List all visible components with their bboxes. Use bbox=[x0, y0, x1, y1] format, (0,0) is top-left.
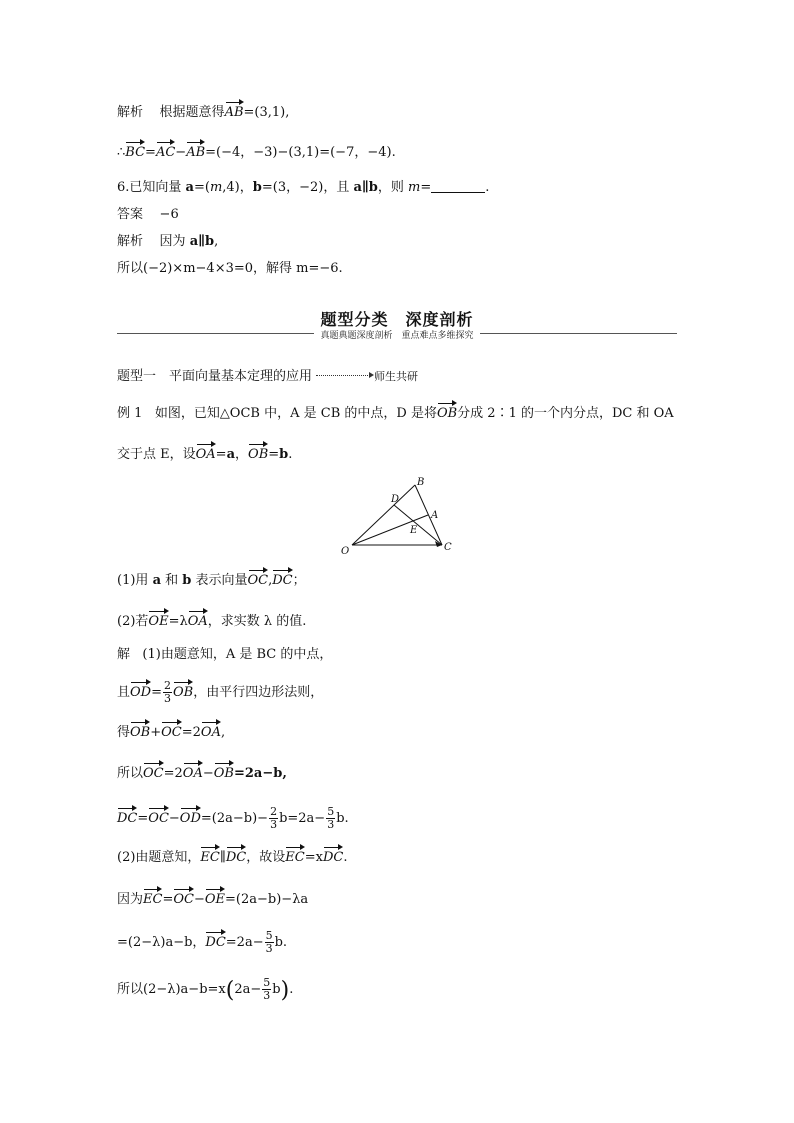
vector-a: a bbox=[185, 180, 194, 195]
answer-6 bbox=[117, 205, 179, 225]
example-line-2 bbox=[117, 445, 292, 465]
sub1-text: (1)用 bbox=[117, 573, 153, 588]
period: . bbox=[485, 180, 490, 195]
numerator: 5 bbox=[327, 805, 335, 818]
example-line-1 bbox=[117, 404, 674, 424]
equals: = bbox=[151, 685, 163, 700]
result: =2a−b, bbox=[233, 766, 287, 781]
numerator: 2 bbox=[270, 805, 278, 818]
expression: =(2−λ)a−b， bbox=[117, 935, 206, 950]
vector-oc: OC bbox=[148, 809, 169, 829]
point-c-label: C bbox=[444, 542, 452, 553]
numerator: 2 bbox=[164, 679, 172, 692]
minus: − bbox=[175, 145, 187, 160]
vector-ob: OB bbox=[248, 445, 268, 465]
analysis-label: 解析 bbox=[117, 105, 144, 120]
topic-tag: 师生共研 bbox=[374, 370, 419, 383]
solution-line-3 bbox=[117, 723, 225, 743]
section-subtitle-text: 真题典题深度剖析 重点难点多维探究 bbox=[314, 331, 479, 341]
expression: =2a− bbox=[225, 935, 264, 950]
result-value: =(−4，−3)−(3,1)=(−7，−4). bbox=[205, 145, 396, 160]
comma: , bbox=[214, 234, 219, 249]
vector-ob: OB bbox=[437, 404, 457, 424]
q6-a-val: =( bbox=[193, 180, 210, 195]
parallel-condition: a∥b bbox=[353, 180, 378, 195]
equals: = bbox=[215, 447, 227, 462]
vector-oe: OE bbox=[205, 890, 225, 910]
comma: ， bbox=[235, 447, 249, 462]
solution-line-8 bbox=[117, 930, 287, 955]
answer-blank bbox=[431, 178, 485, 193]
text: 所以 bbox=[117, 766, 144, 781]
vector-b: b bbox=[252, 180, 262, 195]
expression: b. bbox=[336, 811, 349, 826]
vector-ec: EC bbox=[143, 890, 162, 910]
equals: = bbox=[145, 145, 156, 160]
equals: = bbox=[162, 892, 174, 907]
equals-lambda: =λ bbox=[168, 614, 188, 629]
denominator: 3 bbox=[327, 818, 335, 831]
denominator: 3 bbox=[164, 692, 172, 705]
vector-a: a bbox=[226, 447, 236, 462]
equals: = bbox=[137, 811, 149, 826]
equals-2: =2 bbox=[181, 725, 201, 740]
point-d-label: D bbox=[391, 494, 400, 505]
solution-line-7 bbox=[117, 890, 308, 910]
section-title: 题型分类 深度剖析 bbox=[320, 310, 474, 329]
equals-2: =2 bbox=[163, 766, 183, 781]
analysis-label: 解析 bbox=[117, 234, 144, 249]
text: ，故设 bbox=[246, 850, 286, 865]
example-text: 分成 2∶1 的一个内分点，DC 和 OA bbox=[457, 406, 674, 421]
point-e-label: E bbox=[410, 525, 418, 536]
answer-value: −6 bbox=[159, 207, 179, 222]
text: 且 bbox=[117, 685, 131, 700]
minus: − bbox=[202, 766, 214, 781]
equals: = bbox=[268, 447, 280, 462]
vector-b: b bbox=[182, 573, 192, 588]
denominator: 3 bbox=[263, 989, 271, 1002]
vector-ec: EC bbox=[200, 848, 219, 868]
point-a-label: A bbox=[431, 510, 439, 521]
vector-dc: DC bbox=[272, 571, 292, 591]
period: . bbox=[288, 447, 293, 462]
dotted-arrow-icon bbox=[316, 375, 372, 376]
vector-ob: OB bbox=[173, 683, 193, 703]
semicolon: ； bbox=[292, 573, 306, 588]
minus: − bbox=[193, 892, 205, 907]
vector-oa: OA bbox=[188, 612, 208, 632]
text: (2)由题意知， bbox=[117, 850, 201, 865]
point-b-label: B bbox=[417, 477, 425, 488]
vector-oc: OC bbox=[143, 764, 164, 784]
vector-dc: DC bbox=[323, 848, 343, 868]
period: . bbox=[289, 982, 294, 997]
triangle-figure bbox=[335, 472, 465, 560]
vector-dc: DC bbox=[117, 809, 137, 829]
therefore-symbol: ∴ bbox=[117, 145, 126, 160]
vector-ac: AC bbox=[156, 143, 175, 163]
vector-oc: OC bbox=[173, 890, 194, 910]
solution-line-2 bbox=[117, 680, 323, 705]
vector-dc: DC bbox=[205, 933, 225, 953]
solution-label: 解 bbox=[117, 647, 131, 662]
vector-a: a bbox=[152, 573, 161, 588]
expression: 所以(2−λ)a−b=x bbox=[117, 982, 226, 997]
analysis-value: =(3,1), bbox=[243, 105, 290, 120]
equals: = bbox=[420, 180, 432, 195]
analysis-line-1 bbox=[117, 103, 289, 123]
vector-ob: OB bbox=[130, 723, 150, 743]
close-paren: ) bbox=[280, 978, 290, 1003]
numerator: 5 bbox=[265, 929, 273, 942]
sub1-mid2: 表示向量 bbox=[191, 573, 248, 588]
topic-heading bbox=[117, 367, 418, 387]
var-m: m bbox=[209, 180, 223, 195]
sub2-end: ，求实数 λ 的值. bbox=[207, 614, 307, 629]
vector-oa: OA bbox=[183, 764, 203, 784]
vector-oe: OE bbox=[148, 612, 168, 632]
example-text: 如图，已知△OCB 中，A 是 CB 的中点，D 是将 bbox=[154, 406, 437, 421]
question-6 bbox=[117, 178, 489, 198]
expression: =(2a−b)−λa bbox=[225, 892, 309, 907]
expression: b. bbox=[274, 935, 288, 950]
vector-oc: OC bbox=[161, 723, 182, 743]
vector-ab: AB bbox=[225, 103, 244, 123]
analysis-text: 因为 bbox=[159, 234, 190, 249]
point-o-label: O bbox=[341, 546, 350, 557]
expression: =(2a−b)− bbox=[200, 811, 269, 826]
fraction-five-thirds bbox=[265, 930, 274, 955]
answer-label: 答案 bbox=[117, 207, 144, 222]
sub-question-1 bbox=[117, 571, 306, 591]
solution-line-4 bbox=[117, 764, 287, 784]
solution-line-5 bbox=[117, 806, 349, 831]
vector-b: b bbox=[279, 447, 289, 462]
fraction-five-thirds bbox=[262, 977, 271, 1002]
denominator: 3 bbox=[265, 942, 273, 955]
fraction-two-thirds bbox=[269, 806, 278, 831]
fraction-five-thirds bbox=[326, 806, 335, 831]
solution-line-6 bbox=[117, 848, 347, 868]
topic-label: 题型一 平面向量基本定理的应用 bbox=[117, 369, 313, 384]
text: ，由平行四边形法则， bbox=[193, 685, 324, 700]
plus: + bbox=[150, 725, 162, 740]
denominator: 3 bbox=[270, 818, 278, 831]
q6-b-val: =(3，−2)，且 bbox=[261, 180, 354, 195]
minus: − bbox=[168, 811, 180, 826]
q6-suffix: ，则 bbox=[377, 180, 409, 195]
fraction-two-thirds bbox=[163, 680, 172, 705]
vector-dc: DC bbox=[226, 848, 246, 868]
example-label: 例 1 bbox=[117, 406, 143, 421]
example-text: 交于点 E，设 bbox=[117, 447, 196, 462]
parallel-symbol: ∥ bbox=[219, 850, 226, 865]
sub1-mid: 和 bbox=[161, 573, 183, 588]
analysis-6-line-2: 所以(−2)×m−4×3=0，解得 m=−6. bbox=[117, 261, 343, 276]
open-paren: ( bbox=[225, 978, 235, 1003]
vector-oa: OA bbox=[201, 723, 221, 743]
vector-oa: OA bbox=[196, 445, 216, 465]
numerator: 5 bbox=[263, 976, 271, 989]
expression: b bbox=[272, 982, 281, 997]
comma: , bbox=[220, 725, 226, 740]
solution-line-9 bbox=[117, 977, 293, 1002]
vector-od: OD bbox=[180, 809, 201, 829]
q6-prefix: 6.已知向量 bbox=[117, 180, 186, 195]
period: . bbox=[343, 850, 348, 865]
solution-line-1 bbox=[117, 645, 332, 665]
analysis-6-line-1 bbox=[117, 232, 218, 252]
sub-question-2 bbox=[117, 612, 306, 632]
vector-od: OD bbox=[130, 683, 151, 703]
analysis-text: 根据题意得 bbox=[159, 105, 225, 120]
section-subtitle bbox=[0, 328, 794, 341]
var-m: m bbox=[408, 180, 421, 195]
analysis-line-2 bbox=[117, 143, 396, 163]
vector-ec: EC bbox=[285, 848, 304, 868]
solution-text: (1)由题意知，A 是 BC 的中点， bbox=[142, 647, 333, 662]
text: 得 bbox=[117, 725, 131, 740]
equals-x: =x bbox=[304, 850, 323, 865]
vector-ab: AB bbox=[186, 143, 205, 163]
q6-a-val2: ,4)， bbox=[222, 180, 253, 195]
expression: 2a− bbox=[234, 982, 262, 997]
vector-ob: OB bbox=[214, 764, 234, 784]
expression: b=2a− bbox=[279, 811, 326, 826]
comma: , bbox=[268, 573, 273, 588]
text: 因为 bbox=[117, 892, 144, 907]
sub2-text: (2)若 bbox=[117, 614, 149, 629]
vector-bc: BC bbox=[125, 143, 145, 163]
vector-oc: OC bbox=[248, 571, 269, 591]
parallel-condition: a∥b bbox=[189, 234, 215, 249]
